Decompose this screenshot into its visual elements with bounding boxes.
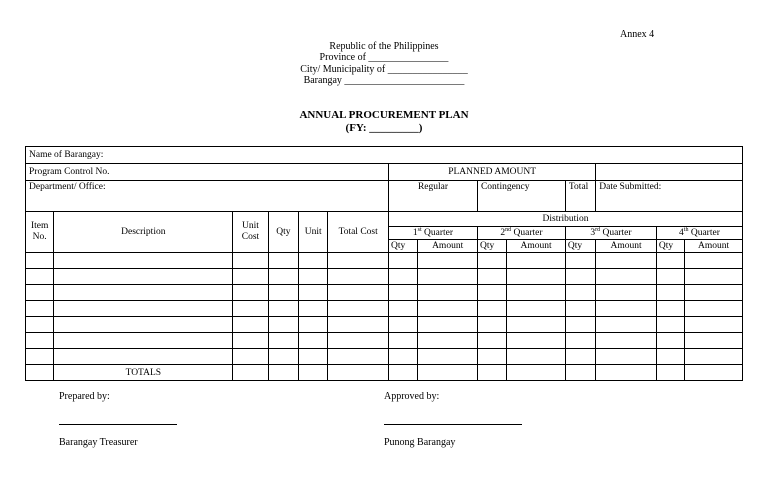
table-cell[interactable] — [328, 317, 389, 333]
table-body — [26, 253, 743, 381]
col-qty: Qty — [268, 212, 298, 253]
table-cell[interactable] — [299, 269, 328, 285]
table-cell[interactable] — [328, 301, 389, 317]
table-cell[interactable] — [565, 349, 595, 365]
table-cell[interactable] — [477, 333, 506, 349]
approved-by-label: Approved by: — [384, 391, 440, 402]
col-unit: Unit — [299, 212, 328, 253]
table-cell[interactable] — [233, 269, 268, 285]
table-cell[interactable] — [233, 301, 268, 317]
table-cell[interactable] — [656, 349, 684, 365]
col-unit-cost: Unit Cost — [233, 212, 268, 253]
header-province: Province of ________________ — [319, 52, 449, 63]
col-total-cost: Total Cost — [328, 212, 389, 253]
table-cell[interactable] — [299, 317, 328, 333]
table-row — [26, 301, 743, 317]
table-row — [26, 333, 743, 349]
table-cell[interactable] — [596, 301, 657, 317]
table-cell[interactable] — [656, 269, 684, 285]
table-cell[interactable] — [656, 317, 684, 333]
table-cell[interactable] — [477, 285, 506, 301]
table-cell[interactable] — [656, 333, 684, 349]
table-cell[interactable] — [26, 333, 54, 349]
totals-cell[interactable] — [565, 365, 595, 381]
table-cell[interactable] — [54, 301, 233, 317]
header-republic: Republic of the Philippines — [329, 41, 439, 52]
col-item-no: Item No. — [26, 212, 54, 253]
totals-cell[interactable] — [233, 365, 268, 381]
table-cell[interactable] — [328, 333, 389, 349]
table-cell[interactable] — [54, 333, 233, 349]
table-cell[interactable] — [299, 349, 328, 365]
table-cell[interactable] — [418, 253, 478, 269]
totals-cell[interactable] — [596, 365, 657, 381]
totals-cell[interactable] — [685, 365, 743, 381]
punong-signature-line[interactable] — [384, 424, 522, 425]
col-quarter-1: 1st Quarter — [389, 227, 478, 240]
table-cell[interactable] — [685, 285, 743, 301]
table-cell[interactable] — [268, 285, 298, 301]
table-cell[interactable] — [418, 317, 478, 333]
table-cell[interactable] — [328, 269, 389, 285]
table-cell[interactable] — [477, 253, 506, 269]
table-cell[interactable] — [233, 317, 268, 333]
department-office-field[interactable]: Department/ Office: — [26, 181, 389, 212]
table-cell[interactable] — [299, 301, 328, 317]
table-cell[interactable] — [418, 285, 478, 301]
table-cell[interactable] — [328, 253, 389, 269]
table-row — [26, 285, 743, 301]
table-cell[interactable] — [26, 349, 54, 365]
table-cell[interactable] — [233, 333, 268, 349]
totals-cell[interactable] — [26, 365, 54, 381]
table-cell[interactable] — [477, 349, 506, 365]
header-barangay: Barangay ________________________ — [303, 75, 465, 86]
col-q1-qty: Qty — [389, 240, 418, 253]
table-cell[interactable] — [418, 349, 478, 365]
table-cell[interactable] — [26, 285, 54, 301]
table-cell[interactable] — [685, 317, 743, 333]
prepared-by-label: Prepared by: — [59, 391, 110, 402]
table-cell[interactable] — [328, 285, 389, 301]
table-cell[interactable] — [685, 269, 743, 285]
treasurer-signature-line[interactable] — [59, 424, 177, 425]
table-cell[interactable] — [233, 253, 268, 269]
totals-cell[interactable] — [418, 365, 478, 381]
table-cell[interactable] — [685, 301, 743, 317]
planned-amount-header: PLANNED AMOUNT — [389, 164, 596, 181]
table-cell[interactable] — [565, 253, 595, 269]
totals-cell[interactable] — [389, 365, 418, 381]
table-cell[interactable] — [596, 333, 657, 349]
totals-cell[interactable] — [656, 365, 684, 381]
totals-cell[interactable] — [477, 365, 506, 381]
table-cell[interactable] — [685, 333, 743, 349]
table-cell[interactable] — [507, 269, 566, 285]
totals-cell[interactable] — [507, 365, 566, 381]
fiscal-year: (FY: _________) — [345, 122, 423, 134]
col-q4-qty: Qty — [656, 240, 684, 253]
table-cell[interactable] — [565, 269, 595, 285]
table-cell[interactable] — [477, 269, 506, 285]
table-cell[interactable] — [54, 317, 233, 333]
table-cell[interactable] — [565, 333, 595, 349]
col-quarter-4: 4th Quarter — [656, 227, 742, 240]
page-title: ANNUAL PROCUREMENT PLAN — [299, 109, 469, 121]
table-cell[interactable] — [507, 317, 566, 333]
table-cell[interactable] — [389, 349, 418, 365]
col-q2-amount: Amount — [507, 240, 566, 253]
col-quarter-3: 3rd Quarter — [565, 227, 656, 240]
table-cell[interactable] — [26, 269, 54, 285]
table-cell[interactable] — [389, 253, 418, 269]
table-cell[interactable] — [418, 269, 478, 285]
table-cell[interactable] — [507, 349, 566, 365]
table-cell[interactable] — [389, 317, 418, 333]
table-cell[interactable] — [54, 349, 233, 365]
table-cell[interactable] — [26, 301, 54, 317]
col-q3-amount: Amount — [596, 240, 657, 253]
table-cell[interactable] — [477, 317, 506, 333]
table-cell[interactable] — [233, 349, 268, 365]
col-q2-qty: Qty — [477, 240, 506, 253]
totals-row — [26, 365, 743, 381]
table-cell[interactable] — [299, 285, 328, 301]
table-cell[interactable] — [54, 285, 233, 301]
totals-label: TOTALS — [54, 365, 233, 381]
col-q4-amount: Amount — [685, 240, 743, 253]
program-control-no-field[interactable]: Program Control No. — [26, 164, 389, 181]
table-row — [26, 269, 743, 285]
table-cell[interactable] — [565, 301, 595, 317]
table-cell[interactable] — [268, 301, 298, 317]
table-cell[interactable] — [268, 269, 298, 285]
table-cell[interactable] — [233, 285, 268, 301]
table-cell[interactable] — [26, 317, 54, 333]
table-cell[interactable] — [507, 301, 566, 317]
col-quarter-2: 2nd Quarter — [477, 227, 565, 240]
table-cell[interactable] — [418, 333, 478, 349]
annex-label: Annex 4 — [620, 29, 655, 40]
table-cell[interactable] — [596, 269, 657, 285]
regular-field[interactable]: Regular — [389, 181, 478, 212]
header-city: City/ Municipality of ________________ — [300, 64, 468, 75]
total-field[interactable]: Total — [565, 181, 595, 212]
table-cell[interactable] — [507, 253, 566, 269]
table-cell[interactable] — [268, 333, 298, 349]
table-cell[interactable] — [656, 285, 684, 301]
treasurer-label: Barangay Treasurer — [59, 437, 138, 448]
totals-cell[interactable] — [299, 365, 328, 381]
table-row — [26, 349, 743, 365]
col-distribution: Distribution — [389, 212, 743, 227]
table-cell[interactable] — [656, 253, 684, 269]
table-cell[interactable] — [299, 333, 328, 349]
table-cell[interactable] — [596, 317, 657, 333]
table-cell[interactable] — [268, 317, 298, 333]
table-cell[interactable] — [389, 285, 418, 301]
table-cell[interactable] — [389, 301, 418, 317]
table-cell[interactable] — [596, 253, 657, 269]
table-cell[interactable] — [268, 253, 298, 269]
table-cell[interactable] — [299, 253, 328, 269]
table-cell[interactable] — [685, 253, 743, 269]
name-of-barangay-field[interactable]: Name of Barangay: — [26, 147, 743, 164]
table-cell[interactable] — [565, 285, 595, 301]
table-cell[interactable] — [54, 253, 233, 269]
punong-label: Punong Barangay — [384, 437, 456, 448]
table-row — [26, 317, 743, 333]
table-cell[interactable] — [477, 301, 506, 317]
table-cell[interactable] — [596, 349, 657, 365]
table-cell[interactable] — [268, 349, 298, 365]
contingency-field[interactable]: Contingency — [477, 181, 565, 212]
table-cell[interactable] — [54, 269, 233, 285]
date-submitted-field[interactable]: Date Submitted: — [596, 181, 743, 212]
totals-cell[interactable] — [268, 365, 298, 381]
table-cell[interactable] — [685, 349, 743, 365]
table-cell[interactable] — [418, 301, 478, 317]
col-description: Description — [54, 212, 233, 253]
table-cell[interactable] — [389, 333, 418, 349]
table-cell[interactable] — [328, 349, 389, 365]
col-q1-amount: Amount — [418, 240, 478, 253]
table-cell[interactable] — [507, 333, 566, 349]
totals-cell[interactable] — [328, 365, 389, 381]
blank-cell[interactable] — [596, 164, 743, 181]
table-cell[interactable] — [26, 253, 54, 269]
table-cell[interactable] — [507, 285, 566, 301]
table-row — [26, 253, 743, 269]
table-cell[interactable] — [596, 285, 657, 301]
table-cell[interactable] — [656, 301, 684, 317]
table-cell[interactable] — [389, 269, 418, 285]
procurement-table — [25, 146, 743, 381]
col-q3-qty: Qty — [565, 240, 595, 253]
table-cell[interactable] — [565, 317, 595, 333]
